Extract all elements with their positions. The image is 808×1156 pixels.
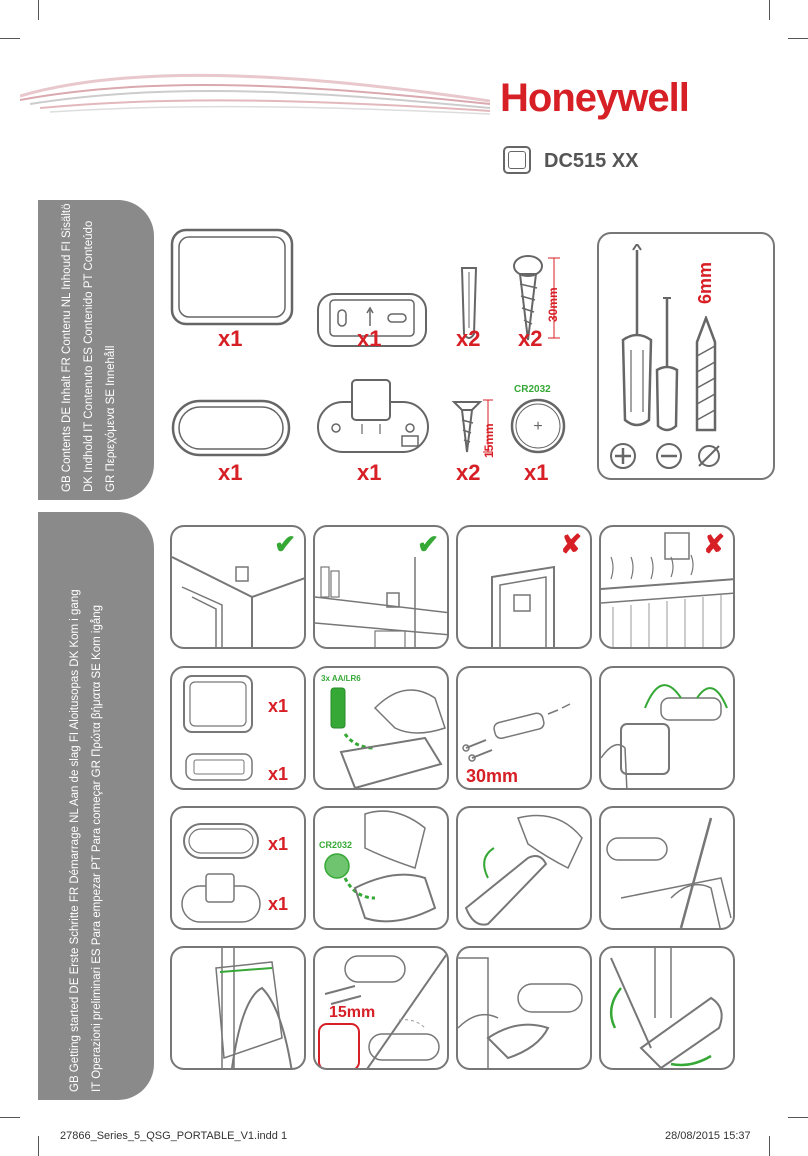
coin-battery-illustration [508, 396, 568, 456]
getting-started-line-2: IT Operazioni preliminari ES Para empezar PT Para começar GR Πρώτα βήματα SE Kom igång [91, 604, 103, 1092]
crop-mark [788, 1117, 808, 1118]
crop-mark [0, 1117, 20, 1118]
step-tile-remove-with-tool [599, 946, 735, 1070]
brand-logo: Honeywell [500, 76, 689, 120]
magnet-base-qty: x1 [357, 460, 382, 485]
crop-mark [788, 38, 808, 39]
drill-bit-icon [691, 316, 721, 436]
flat-symbol-icon [655, 442, 683, 470]
step-tile-radiator-wrong [599, 525, 735, 649]
crop-mark [0, 38, 20, 39]
unpack-sensor-qty-a: x1 [268, 696, 289, 716]
wrong-cross-icon: ✘ [560, 529, 582, 559]
step-tile-attach-sensor [599, 666, 735, 790]
crop-mark [38, 0, 39, 20]
magnet-cover-qty: x1 [218, 460, 243, 485]
ok-check-icon: ✔ [417, 529, 439, 559]
footer-file-name: 27866_Series_5_QSG_PORTABLE_V1.indd 1 [60, 1130, 288, 1142]
tools-box [597, 232, 775, 480]
unpack-magnet-qty-b: x1 [268, 894, 289, 914]
step-tile-door-frame-ok [170, 525, 306, 649]
contents-tab-line-3: GR Περιεχόμενα SE Innehåll [105, 345, 117, 492]
getting-started-line-1: GB Getting started DE Erste Schritte FR Démarrage NL Aan de slag FI Aloitusopas DK Kom i gang [69, 589, 81, 1092]
unpack-magnet-qty-a: x1 [268, 834, 289, 854]
step-tile-unpack-sensor [170, 666, 306, 790]
wrong-cross-icon: ✘ [703, 529, 725, 559]
swoosh-decoration [20, 66, 490, 126]
coin-battery-step-label: CR2032 [319, 840, 353, 850]
long-screw-length: 30mm [546, 287, 560, 322]
step-tile-mount-backplate [456, 666, 592, 790]
crop-mark [769, 0, 770, 20]
footer-timestamp: 28/08/2015 15:37 [665, 1130, 751, 1142]
drill-size: 6mm [695, 261, 715, 304]
sensor-cover-qty: x1 [218, 326, 243, 351]
model-checkbox [503, 146, 531, 174]
magnet-screw-length: 15mm [329, 1004, 376, 1021]
svg-text:+: + [533, 418, 543, 435]
backplate-screw-length: 30mm [466, 766, 519, 786]
contents-tab [38, 200, 154, 500]
step-tile-clean-surface [170, 946, 306, 1070]
step-tile-mark-position [599, 806, 735, 930]
diameter-symbol-icon [695, 442, 723, 470]
step-tile-door-wrong [456, 525, 592, 649]
long-screw-qty: x2 [518, 326, 543, 351]
wall-plug-qty: x2 [456, 326, 481, 351]
step-tile-fix-magnet-base [313, 946, 449, 1070]
model-number: DC515 XX [544, 150, 639, 172]
crop-mark [769, 1136, 770, 1156]
contents-tab-line-2: DK Indhold IT Contenuto ES Contenido PT Conteúdo [83, 220, 95, 492]
step-tile-insert-aa-batteries [313, 666, 449, 790]
magnet-base-illustration [314, 376, 434, 458]
step-tile-cabinet-ok [313, 525, 449, 649]
getting-started-tab [38, 512, 154, 1100]
coin-battery-label: CR2032 [514, 384, 551, 395]
coin-battery-qty: x1 [524, 460, 549, 485]
backplate-qty: x1 [357, 326, 382, 351]
step-tile-open-magnet-cover [456, 806, 592, 930]
step-tile-insert-coin-battery [313, 806, 449, 930]
contents-tab-line-1: GB Contents DE Inhalt FR Contenu NL Inhoud FI Sisältö [61, 203, 73, 492]
unpack-sensor-qty-b: x1 [268, 764, 289, 784]
step-tile-clip-magnet-cover [456, 946, 592, 1070]
flat-screwdriver-icon [651, 294, 691, 434]
ok-check-icon: ✔ [274, 529, 296, 559]
short-screw-qty: x2 [456, 460, 481, 485]
short-screw-length: 15mm [482, 423, 496, 458]
step-tile-unpack-magnet [170, 806, 306, 930]
phillips-symbol-icon [609, 442, 637, 470]
magnet-cover-illustration [170, 398, 292, 458]
sensor-cover-illustration [170, 228, 295, 328]
crop-mark [38, 1136, 39, 1156]
aa-battery-label: 3x AA/LR6 [321, 674, 361, 683]
